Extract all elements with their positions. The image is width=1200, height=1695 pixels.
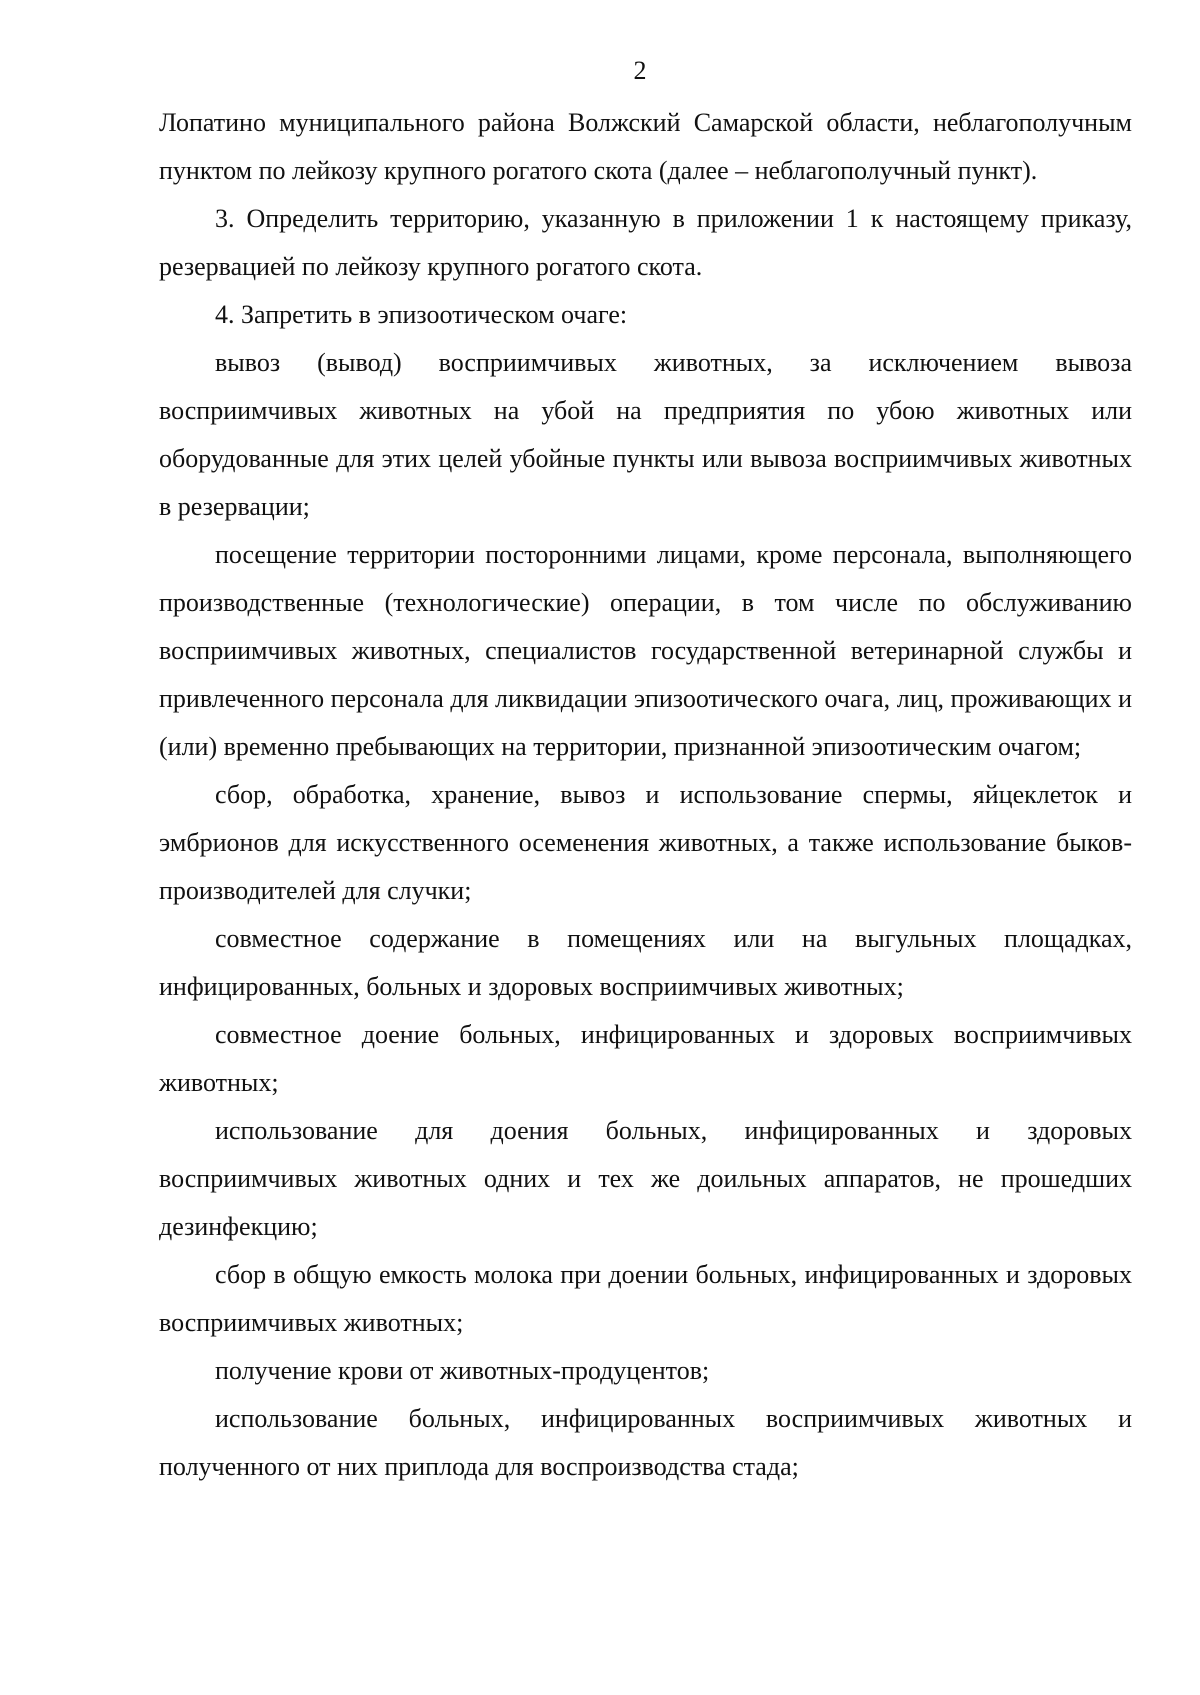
prohibition-breeding: использование больных, инфицированных восприимчивых животных и полученного от них приплода для воспроизводства стада;	[159, 1404, 1132, 1481]
paragraph-item-3: 3. Определить территорию, указанную в приложении 1 к настоящему приказу, резервацией по лейкозу крупного рогатого скота.	[159, 204, 1132, 281]
prohibition-semen: сбор, обработка, хранение, вывоз и использование спермы, яйцеклеток и эмбрионов для искусственного осеменения животных, а также использование быков-производителей для случки;	[159, 780, 1132, 905]
prohibition-export: вывоз (вывод) восприимчивых животных, за исключением вывоза восприимчивых животных на убой на предприятия по убою животных или оборудованные для этих целей убойные пункты или вывоза восприимчивых животных в резервации;	[159, 348, 1132, 521]
prohibition-joint-housing: совместное содержание в помещениях или на выгульных площадках, инфицированных, больных и здоровых восприимчивых животных;	[159, 924, 1132, 1001]
prohibition-shared-equipment: использование для доения больных, инфицированных и здоровых восприимчивых животных одних и тех же доильных аппаратов, не прошедших дезинфекцию;	[159, 1116, 1132, 1241]
prohibition-joint-milking: совместное доение больных, инфицированных и здоровых восприимчивых животных;	[159, 1020, 1132, 1097]
prohibition-common-milk: сбор в общую емкость молока при доении больных, инфицированных и здоровых восприимчивых животных;	[159, 1260, 1132, 1337]
paragraph-item-4: 4. Запретить в эпизоотическом очаге:	[215, 300, 628, 329]
prohibition-blood: получение крови от животных-продуцентов;	[215, 1356, 710, 1385]
prohibition-visits: посещение территории посторонними лицами, кроме персонала, выполняющего производственные (технологические) операции, в том числе по обслуживанию восприимчивых животных, специалистов государственной ветеринарной службы и привлеченного персонала для ликвидации эпизоотического очага, лиц, проживающих и (или) временно пребывающих на территории, признанной эпизоотическим очагом;	[159, 540, 1132, 761]
document-body	[159, 99, 1132, 1491]
paragraph-continuation: Лопатино муниципального района Волжский Самарской области, неблагополучным пунктом по лейкозу крупного рогатого скота (далее – неблагополучный пункт).	[159, 108, 1132, 185]
page-number: 2	[633, 56, 647, 85]
